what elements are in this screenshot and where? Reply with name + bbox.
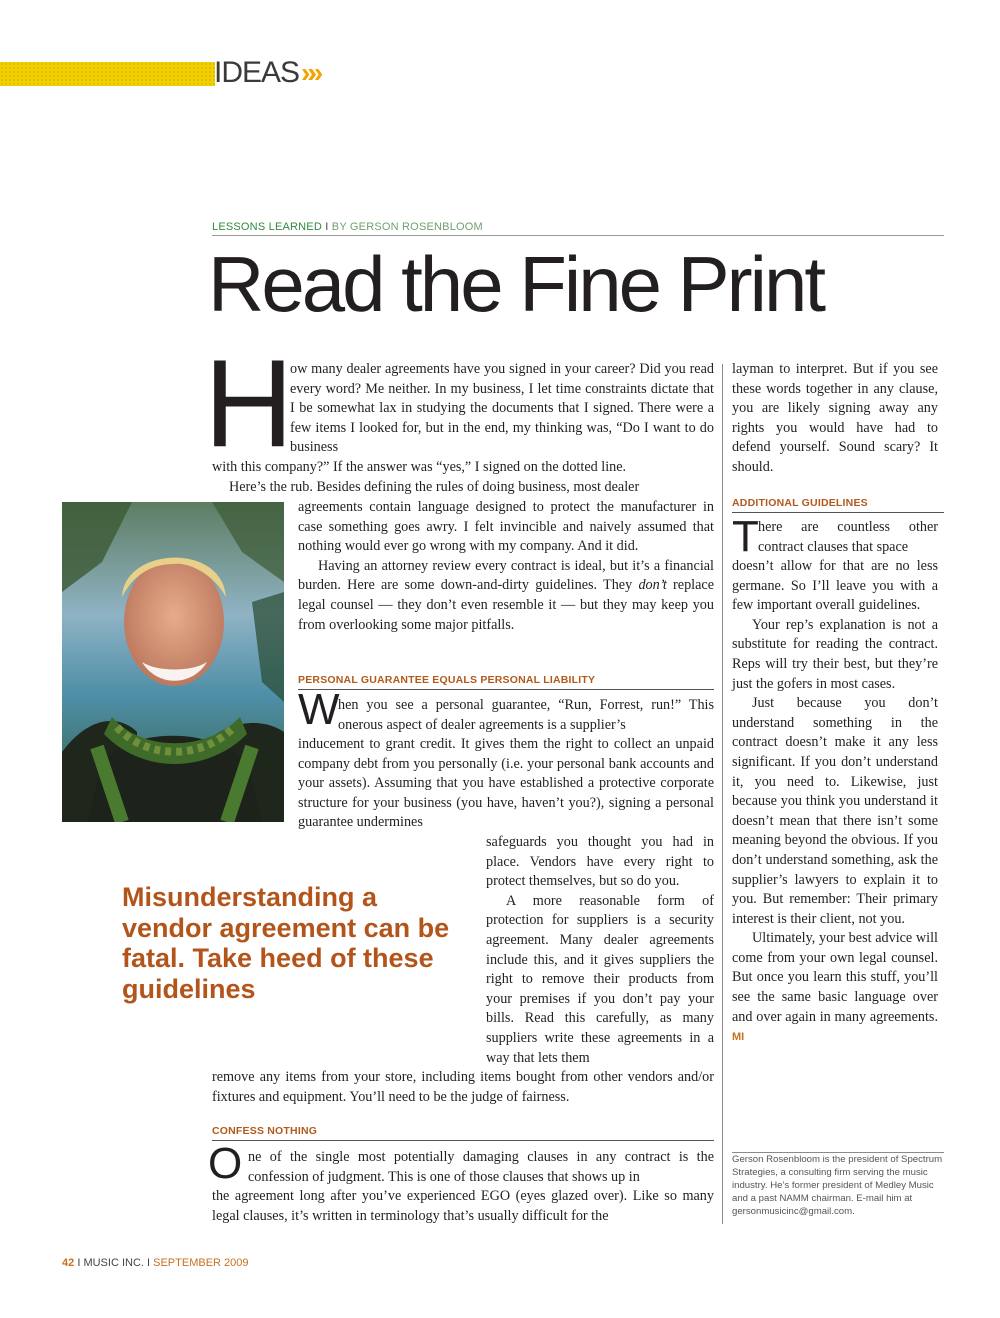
attorney-emphasis: don’t — [638, 577, 667, 594]
page-footer — [62, 1257, 249, 1269]
security-paragraph-end: remove any items from your store, including items bought from other vendors and/or fixtures and equipment. You’ll need to be the judge of fairness. — [212, 1069, 714, 1105]
chevron-right-icon: »» — [301, 57, 315, 88]
footer-separator: I — [77, 1257, 81, 1269]
additional-column — [732, 557, 938, 1048]
kicker — [212, 221, 944, 236]
subhead-additional-guidelines: ADDITIONAL GUIDELINES — [732, 497, 944, 513]
column-name: LESSONS LEARNED — [212, 221, 322, 233]
additional-paragraph: here are countless other contract clauses that space — [758, 519, 938, 555]
guarantee-paragraph-cont: inducement to grant credit. It gives them the right to collect an unpaid company debt from you personally (i.e. your personal bank accounts and your assets). Assuming that you have established a protective corporate structure for your business (you have, haven’t you?), signing a personal guarantee undermines — [298, 736, 714, 831]
author-bio: Gerson Rosenbloom is the president of Spectrum Strategies, a consulting firm serving the music industry. He’s former president of Medley Music and a past NAMM chairman. E-mail him at gersonmusicinc@gmail.com. — [732, 1154, 943, 1217]
guarantee-end: safeguards you thought you had in place. Vendors have every right to protect themselves, but so do you. — [486, 834, 714, 890]
rub-text: agreements contain language designed to protect the manufacturer in case something goes awry. I felt invincible and naively assumed that nothing would ever go wrong with my company. And it did. — [298, 499, 714, 555]
page-title: Read the Fine Print — [208, 240, 824, 328]
byline: BY GERSON ROSENBLOOM — [331, 221, 483, 233]
confess-paragraph-cont: the agreement long after you’ve experienced EGO (eyes glazed over). Like so many legal clauses, it’s written in terminology that’s usually difficult for the — [212, 1188, 714, 1224]
guarantee-paragraph: hen you see a personal guarantee, “Run, Forrest, run!” This onerous aspect of dealer agreements is a supplier’s — [338, 697, 714, 733]
section-header — [214, 57, 314, 89]
end-mark: MI — [732, 1031, 745, 1044]
subhead-confess-nothing: CONFESS NOTHING — [212, 1125, 714, 1141]
magazine-name: MUSIC INC. — [83, 1257, 144, 1269]
final-paragraph — [732, 929, 938, 1048]
portrait-image — [62, 502, 284, 822]
intro-paragraph-end: with this company?” If the answer was “yes,” I signed on the dotted line. — [212, 459, 627, 475]
drop-cap: W — [298, 685, 340, 734]
attorney-paragraph — [298, 557, 714, 635]
continuation-paragraph: layman to interpret. But if you see these words together in any clause, you are likely signing away any rights you would have had to defend yourself. Sound scary? It should. — [732, 361, 938, 475]
column-divider — [722, 364, 723, 1224]
author-photo — [62, 502, 284, 822]
pull-quote: Misunderstanding a vendor agreement can be fatal. Take heed of these guidelines — [122, 882, 450, 1004]
drop-cap: T — [732, 512, 759, 561]
guarantee-narrow — [486, 833, 714, 1068]
subhead-personal-guarantee: PERSONAL GUARANTEE EQUALS PERSONAL LIABILITY — [298, 674, 714, 690]
drop-cap: H — [204, 335, 294, 473]
understand-paragraph: Just because you don’t understand something in the contract doesn’t make it any less significant. If you don’t understand it, you need to. Likewise, just because you think you understand it doesn’t mean that there isn’t some meaning beyond the obvious. If you don’t understand something, ask the supplier’s lawyers to explain it to you. But remember: Their primary interest is their client, not you. — [732, 695, 938, 927]
rub-line: Here’s the rub. Besides defining the rules of doing business, most dealer — [229, 479, 640, 495]
final-text: Ultimately, your best advice will come from your own legal counsel. But once you learn this stuff, you’ll see the same basic language over and over again in many agreements. — [732, 930, 938, 1025]
intro-paragraph: ow many dealer agreements have you signed in your career? Did you read every word? Me neither. In my business, I let time constraints dictate that I be somewhat lax in studying the documents that I signed. There were a few items I looked for, but in the end, my thinking was, “Do I want to do business — [290, 361, 714, 456]
page-number: 42 — [62, 1257, 75, 1269]
rub-paragraph — [298, 498, 714, 635]
footer-separator: I — [147, 1257, 151, 1269]
drop-cap: O — [208, 1139, 243, 1188]
rep-paragraph: Your rep’s explanation is not a substitute for reading the contract. Reps will try their best, but they’re just the gofers in most cases. — [732, 616, 938, 692]
security-paragraph: A more reasonable form of protection for suppliers is a security agreement. Many dealer agreements include this, and it gives suppliers the right to remove their products from your premises if you don’t pay your bills. Read this carefully, as many suppliers write these agreements in a way that lets them — [486, 892, 714, 1066]
issue-date: SEPTEMBER 2009 — [153, 1257, 249, 1269]
kicker-separator: I — [325, 221, 329, 233]
attorney-text: Having an attorney review every contract is ideal, but it’s a financial burden. Here are some down-and-dirty guidelines. They — [298, 557, 714, 594]
additional-paragraph-cont: doesn’t allow for that are no less germane. So I’ll leave you with a few important overall guidelines. — [732, 558, 938, 614]
confess-paragraph: ne of the single most potentially damaging clauses in any contract is the confession of judgment. This is one of those clauses that shows up in — [248, 1149, 714, 1185]
header-band — [0, 62, 215, 86]
attorney-text-end: replace legal counsel — they don’t even resemble it — but they may keep you from overlooking some major pitfalls. — [298, 577, 714, 633]
section-label: IDEAS — [214, 56, 300, 89]
